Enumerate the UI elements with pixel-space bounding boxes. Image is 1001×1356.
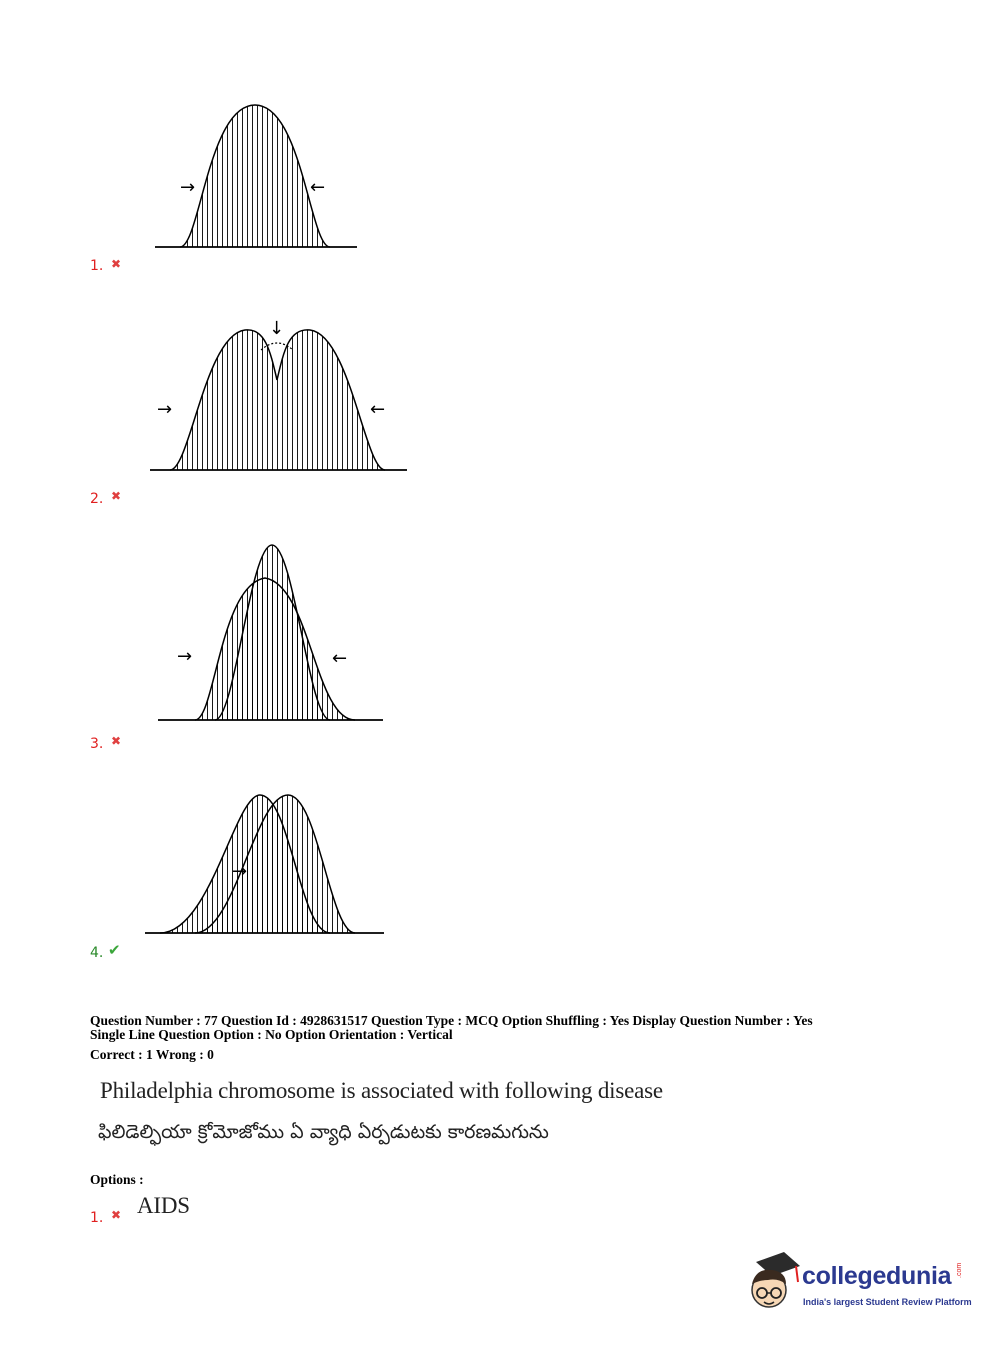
svg-text:→: → xyxy=(180,177,196,198)
question-text-telugu: ఫిలిడెల్ఫియా క్రోమోజోము ఏ వ్యాధి ఏర్పడుటకు కారణమగును xyxy=(98,1121,549,1143)
svg-text:→: → xyxy=(157,399,173,420)
collegedunia-watermark xyxy=(742,1252,972,1322)
marks-line: Correct : 1 Wrong : 0 xyxy=(90,1047,214,1062)
directional-shift-figure xyxy=(140,785,390,940)
option-number: 2. xyxy=(90,491,104,507)
question-meta-line-2: Single Line Question Option : No Option Orientation : Vertical xyxy=(90,1027,453,1042)
svg-text:→: → xyxy=(232,861,248,882)
wrong-icon: ✖ xyxy=(111,734,122,748)
wrong-icon: ✖ xyxy=(111,489,122,503)
wrong-icon: ✖ xyxy=(111,1208,122,1222)
brand-tagline: India's largest Student Review Platform xyxy=(803,1297,972,1307)
option-text: AIDS xyxy=(137,1193,190,1218)
mascot-logo-icon xyxy=(742,1252,800,1314)
option-number: 3. xyxy=(90,736,104,752)
question-text-english: Philadelphia chromosome is associated with following disease xyxy=(100,1078,663,1103)
svg-text:←: ← xyxy=(332,648,348,669)
stabilizing-overlap-figure xyxy=(155,540,390,725)
single-curve-figure xyxy=(150,95,365,255)
bimodal-curve-figure xyxy=(145,300,410,480)
option-number: 1. xyxy=(90,1210,104,1226)
svg-text:↓: ↓ xyxy=(269,318,285,339)
option-number: 1. xyxy=(90,258,104,274)
question-meta-line-1: Question Number : 77 Question Id : 4928631517 Question Type : MCQ Option Shuffling : Yes Display Question Number : Yes xyxy=(90,1013,813,1028)
option-number: 4. xyxy=(90,945,104,961)
svg-text:←: ← xyxy=(310,177,326,198)
svg-text:→: → xyxy=(177,646,193,667)
wrong-icon: ✖ xyxy=(111,257,122,271)
options-label: Options : xyxy=(90,1172,144,1187)
svg-text:←: ← xyxy=(370,399,386,420)
brand-name: collegedunia xyxy=(802,1262,952,1290)
brand-suffix: .com xyxy=(956,1262,963,1278)
check-icon: ✔ xyxy=(108,941,121,959)
